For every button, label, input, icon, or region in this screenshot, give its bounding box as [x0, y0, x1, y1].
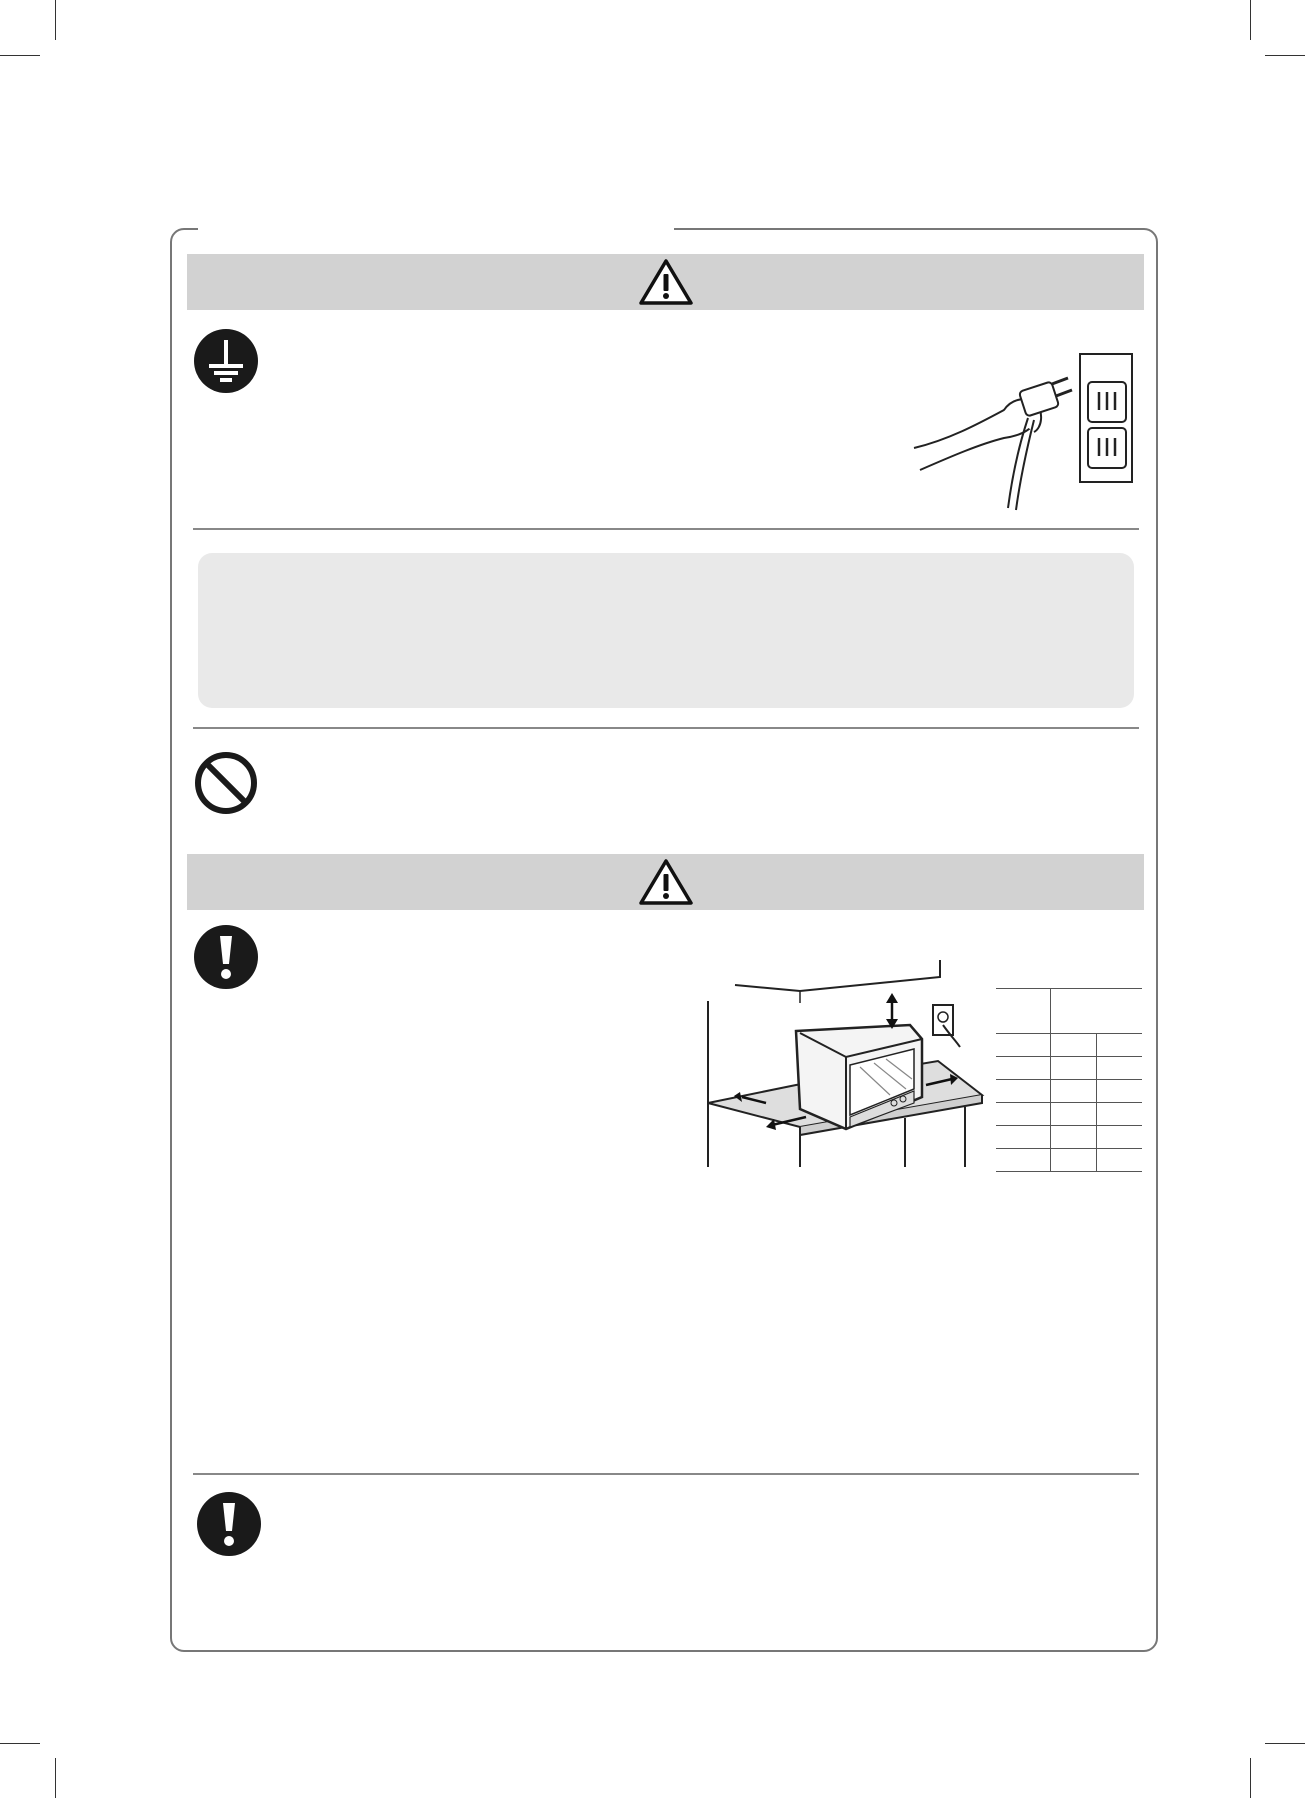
table-cell: [1051, 1103, 1097, 1126]
mandatory-exclamation-icon: [196, 1491, 262, 1557]
table-row: [996, 1103, 1142, 1126]
table-cell: [996, 1103, 1051, 1126]
table-cell: [1051, 1149, 1097, 1172]
table-header-cell: [996, 989, 1051, 1034]
table-cell: [996, 1080, 1051, 1103]
table-cell: [1051, 1126, 1097, 1149]
table-header-cell: [1051, 989, 1143, 1034]
crop-mark: [1265, 55, 1305, 56]
warning-triangle-icon: [638, 858, 694, 906]
table-subheader-cell: [996, 1034, 1051, 1057]
crop-mark: [1265, 1743, 1305, 1744]
plug-outlet-illustration: [908, 348, 1138, 513]
table-subheader-cell: [1051, 1034, 1097, 1057]
warning-triangle-icon: [638, 258, 694, 306]
table-row: [996, 1057, 1142, 1080]
table-cell: [996, 1149, 1051, 1172]
table-cell: [1096, 1057, 1142, 1080]
section-divider: [193, 528, 1139, 530]
table-cell: [1051, 1080, 1097, 1103]
table-cell: [996, 1126, 1051, 1149]
crop-mark: [0, 1743, 40, 1744]
table-subheader-cell: [1096, 1034, 1142, 1057]
table-cell: [1096, 1080, 1142, 1103]
table-cell: [1096, 1126, 1142, 1149]
caution-band: [187, 854, 1144, 910]
crop-mark: [55, 0, 56, 40]
crop-mark: [55, 1758, 56, 1798]
crop-mark: [1250, 1758, 1251, 1798]
ground-icon: [193, 328, 259, 394]
warning-band: [187, 254, 1144, 310]
table-cell: [1096, 1103, 1142, 1126]
oven-clearance-illustration: [700, 955, 985, 1170]
crop-mark: [0, 55, 40, 56]
table-row: [996, 1149, 1142, 1172]
mandatory-exclamation-icon: [193, 924, 259, 990]
section-divider: [193, 727, 1139, 729]
table-cell: [1051, 1057, 1097, 1080]
prohibited-icon: [193, 750, 259, 816]
section-divider: [193, 1473, 1139, 1475]
note-box: [198, 553, 1134, 708]
crop-mark: [1250, 0, 1251, 40]
table-cell: [1096, 1149, 1142, 1172]
clearance-table: [996, 988, 1142, 1172]
table-row: [996, 1080, 1142, 1103]
table-row: [996, 1126, 1142, 1149]
table-cell: [996, 1057, 1051, 1080]
frame-title-gap: [198, 222, 674, 236]
